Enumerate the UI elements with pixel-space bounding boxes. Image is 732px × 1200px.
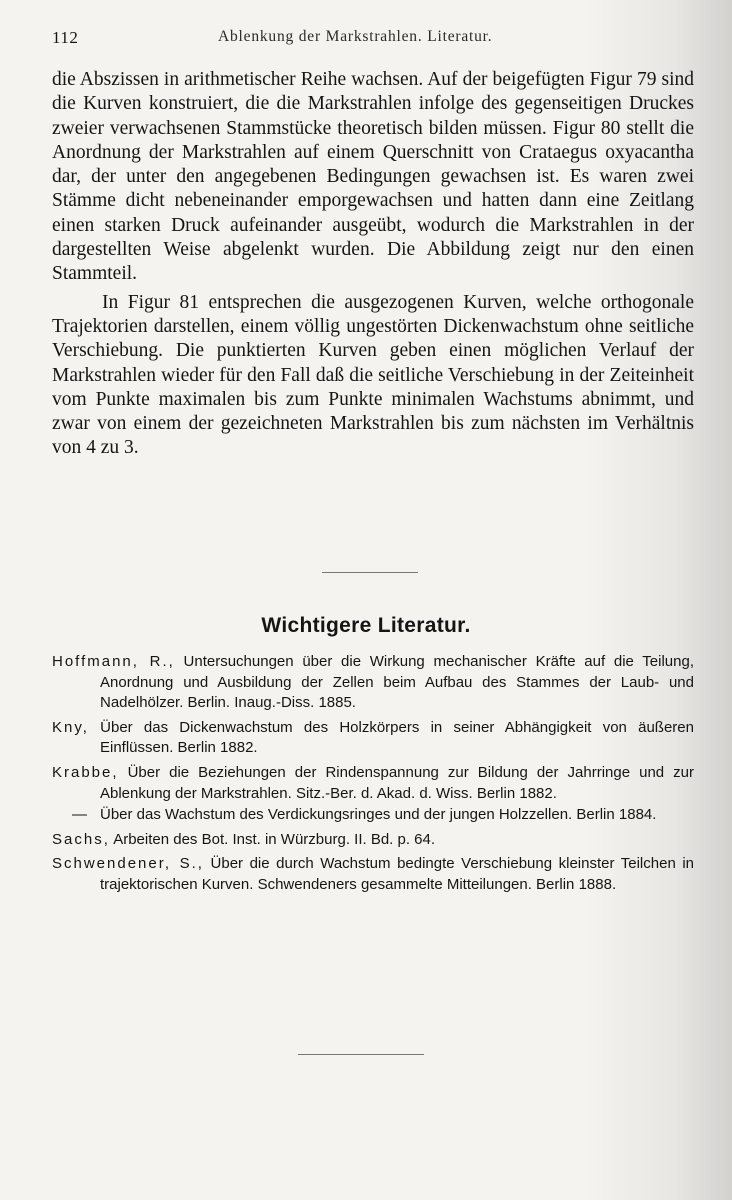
literature-entry-hoffmann <box>52 652 694 714</box>
entry-author: Kny, <box>52 718 89 736</box>
entry-text: Über die durch Wachstum bedingte Verschiebung kleinster Teilchen in trajektorischen Kurven. Schwendeners gesammelte Mitteilungen. Berlin 1888. <box>100 855 695 893</box>
entry-text: Arbeiten des Bot. Inst. in Würzburg. II. Bd. p. 64. <box>113 830 436 848</box>
body-text <box>52 68 694 461</box>
entry-text: Über das Wachstum des Verdickungsringes und der jungen Holzzellen. Berlin 1884. <box>100 806 657 824</box>
literature-entry-sachs <box>52 830 694 851</box>
section-divider-top <box>322 572 418 573</box>
section-divider-bottom <box>298 1054 424 1055</box>
ditto-dash: — <box>72 806 87 824</box>
paragraph-2: In Figur 81 entsprechen die ausgezogenen Kurven, welche orthogonale Trajektorien darstellen, einem völlig ungestörten Dickenwachstum ohne seitliche Verschiebung. Die punktierten Kurven geben einen möglichen Verlauf der Markstrahlen wieder für den Fall daß die seitliche Verschiebung in der Zeiteinheit vom Punkte maximalen bis zum Punkte minimalen Wachstums abnimmt, und zwar von einem der gezeichneten Markstrahlen bis zum nächsten im Verhältnis von 4 zu 3. <box>52 291 694 459</box>
entry-author: Hoffmann, R., <box>52 653 175 670</box>
paragraph-1: die Abszissen in arithmetischer Reihe wachsen. Auf der beigefügten Figur 79 sind die Kurven konstruiert, die die Markstrahlen infolge des gegenseitigen Druckes zweier verwachsenen Stammstücke theoretisch bilden müssen. Figur 80 stellt die Anordnung der Markstrahlen auf einem Querschnitt von Crataegus oxyacantha dar, der unter den angegebenen Bedingungen gewachsen ist. Es waren zwei Stämme dicht nebeneinander emporgewachsen und hatten dann eine Zeitlang einen starken Druck aufeinander ausgeübt, wodurch die Markstrahlen in der dargestellten Weise abgelenkt wurden. Die Abbildung zeigt nur den einen Stammteil. <box>52 69 694 285</box>
literature-entry-schwendener <box>52 854 694 895</box>
running-head <box>52 28 692 50</box>
entry-author: Krabbe, <box>52 763 119 781</box>
entry-author: Schwendener, S., <box>52 855 204 873</box>
entry-text: Untersuchungen über die Wirkung mechanischer Kräfte auf die Teilung, Anordnung und Ausbildung der Zellen beim Aufbau des Stammes der Laub- und Nadelhölzer. Berlin. Inaug.-Diss. 1885. <box>100 653 695 712</box>
entry-text: Über die Beziehungen der Rindenspannung zur Bildung der Jahrringe und zur Ablenkung der Markstrahlen. Sitz.-Ber. d. Akad. d. Wiss. Berlin 1882. <box>100 763 694 802</box>
entry-text: Über das Dickenwachstum des Holzkörpers in seiner Abhängigkeit von äußeren Einflüssen. Berlin 1882. <box>100 718 694 757</box>
running-title: Ablenkung der Markstrahlen. Literatur. <box>218 28 493 45</box>
literature-heading: Wichtigere Literatur. <box>261 614 471 637</box>
page-number: 112 <box>52 28 79 47</box>
literature-list <box>52 652 694 900</box>
literature-entry-kny <box>52 718 694 759</box>
literature-entry-krabbe <box>52 763 694 804</box>
literature-entry-krabbe-2 <box>52 805 694 826</box>
entry-author: Sachs, <box>52 830 110 848</box>
